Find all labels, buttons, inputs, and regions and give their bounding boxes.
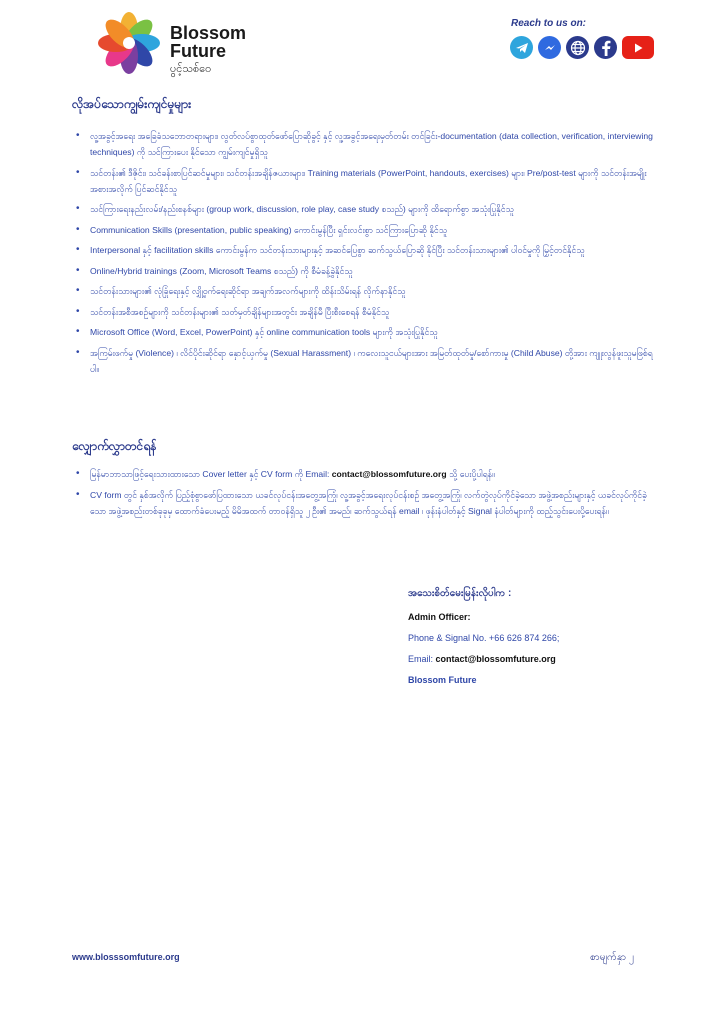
social-links bbox=[510, 36, 654, 59]
application-list bbox=[76, 466, 656, 523]
telegram-icon[interactable] bbox=[510, 36, 533, 59]
blossom-future-logo bbox=[96, 10, 256, 80]
youtube-icon[interactable] bbox=[622, 36, 654, 59]
facebook-icon[interactable] bbox=[594, 36, 617, 59]
logo-line-2: Future bbox=[170, 41, 226, 61]
list-item: • အကြမ်းဖက်မှု (Violence) ၊ လိင်ပိုင်းဆိုင်ရာ နှောင့်ယှက်မှု (Sexual Harassment) ၊ ကလေးသူငယ်များအား အမြတ်ထုတ်မှု/စော်ကားမှု (Child Abuse) တို့အား ကျူးလွန်ဖူးသူမဖြစ်ရပါ။ bbox=[76, 345, 656, 377]
contact-email-label: Email: bbox=[408, 654, 436, 664]
messenger-icon[interactable] bbox=[538, 36, 561, 59]
list-item: • Microsoft Office (Word, Excel, PowerPoint) နှင့် online communication tools များကို အသုံးပြုနိုင်သူ bbox=[76, 324, 656, 340]
application-title: လျှောက်လွှာတင်ရန် bbox=[72, 439, 157, 453]
list-item: • သင်တန်း၏ ဒီဇိုင်း၊ သင်ခန်းစာပြင်ဆင်မှုများ၊ သင်တန်းအချိန်ဇယားများ၊ Training materials (PowerPoint, handouts, exercises) များ၊ Pre/post-test များကို သင်တန်းအမျိုးအစားအလိုက် ပြင်ဆင်နိုင်သူ bbox=[76, 165, 656, 197]
list-item: • Interpersonal နှင့် facilitation skills ကောင်းမွန်က သင်တန်းသားများနှင့် အဆင်ပြေစွာ ဆက်သွယ်ပြောဆို နိုင်ပြီး သင်တန်းသားများ၏ ပါဝင်မှုကို မြှင့်တင်နိုင်သူ bbox=[76, 242, 656, 258]
contact-heading: အသေးစိတ်မေးမြန်းလိုပါက : bbox=[408, 588, 512, 599]
footer-page-number: စာမျက်နှာ ၂ bbox=[590, 952, 634, 963]
logo-wordmark bbox=[170, 24, 246, 78]
list-item bbox=[76, 466, 656, 482]
qualifications-title: လိုအပ်သောကျွမ်းကျင်မှုများ bbox=[72, 97, 192, 111]
contact-admin: Admin Officer: bbox=[408, 612, 471, 622]
application-text-suffix: သို့ ပေးပို့ပါရန်။ bbox=[446, 469, 495, 479]
contact-org: Blossom Future bbox=[408, 675, 477, 685]
globe-icon[interactable] bbox=[566, 36, 589, 59]
application-text: မြန်မာဘာသာဖြင့်ရေးသားထားသော Cover letter နှင့် CV form ကို Email: bbox=[90, 469, 332, 479]
list-item: • သင်တန်းသားများ၏ လုံခြုံရေးနှင့် လျှို့ဝှက်ရေးဆိုင်ရာ အချက်အလက်များကို ထိန်းသိမ်းရန် လိုက်နာနိုင်သူ bbox=[76, 283, 656, 299]
contact-block bbox=[408, 586, 559, 696]
flower-logo-icon bbox=[96, 10, 162, 76]
application-email-link[interactable]: contact@blossomfuture.org bbox=[331, 469, 447, 479]
logo-subtitle: ပွင့်သစ်ဝေ bbox=[170, 63, 212, 75]
logo-line-1: Blossom bbox=[170, 23, 247, 43]
list-item: • Online/Hybrid trainings (Zoom, Microsoft Teams စသည်) ကို စီမံခန့်ခွဲနိုင်သူ bbox=[76, 263, 656, 279]
contact-phone: Phone & Signal No. +66 626 874 266; bbox=[408, 633, 560, 643]
contact-email-link[interactable]: contact@blossomfuture.org bbox=[435, 654, 556, 664]
list-item: • CV form တွင် နှစ်အလိုက် ပြည့်စုံစွာဖော်ပြထားသော ယခင်လုပ်ငန်းအတွေ့အကြုံ၊ လူ့အခွင့်အရေးလုပ်ငန်းစဉ် အတွေ့အကြုံ၊ လက်တွဲလုပ်ကိုင်ခဲ့သော အဖွဲ့အစည်းများနှင့် ယခင်လုပ်ကိုင်ခဲ့သော အဖွဲ့အစည်းတစ်ခုခုမှ ထောက်ခံပေးမည့် မိမိအထက် တာဝန်ရှိသူ ၂ ဦး၏ အမည်၊ ဆက်သွယ်ရန် email ၊ ဖုန်းနံပါတ်နှင့် Signal နံပါတ်များကို ထည့်သွင်းပေးပို့ပေးရန်။ bbox=[76, 487, 656, 519]
list-item: • သင်တန်းအစီအစဉ်များကို သင်တန်းများ၏ သတ်မှတ်ချိန်များအတွင်း အချိန်မီ ပြီးစီးစေရန် စီမံနိုင်သူ bbox=[76, 304, 656, 320]
footer-website-link[interactable]: www.blosssomfuture.org bbox=[72, 952, 180, 962]
list-item: • သင်ကြားရေးနည်းလမ်း/နည်းစနစ်များ (group work, discussion, role play, case study စသည်) များကို ထိရောက်စွာ အသုံးပြုနိုင်သူ bbox=[76, 201, 656, 217]
list-item: • လူ့အခွင့်အရေး အခြေခံသဘောတရားများ၊ လွတ်လပ်စွာထုတ်ဖော်ပြောဆိုခွင့် နှင့် လူ့အခွင့်အရေးမှတ်တမ်း တင်ခြင်း-documentation (data collection, verification, interviewing techniques) ကို သင်ကြားပေး နိုင်သော ကျွမ်းကျင်မှုရှိသူ bbox=[76, 128, 656, 160]
contact-email-row bbox=[408, 654, 559, 664]
reach-label: Reach to us on: bbox=[511, 18, 587, 29]
list-item: • Communication Skills (presentation, public speaking) ကောင်းမွန်ပြီး ရှင်းလင်းစွာ သင်ကြားပြောဆို နိုင်သူ bbox=[76, 222, 656, 238]
qualifications-list bbox=[76, 128, 656, 381]
